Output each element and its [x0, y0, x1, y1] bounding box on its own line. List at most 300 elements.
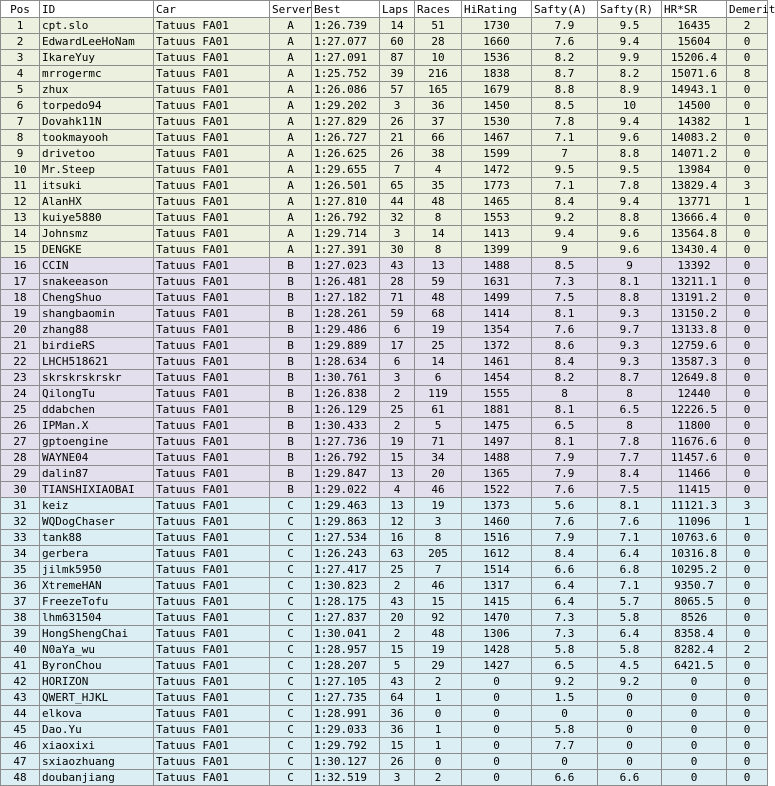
table-row[interactable] [1, 626, 768, 642]
cell-races[interactable]: 71 [415, 434, 462, 450]
cell-pos[interactable]: 48 [1, 770, 40, 786]
cell-demerit[interactable]: 0 [727, 690, 768, 706]
cell-laps[interactable]: 30 [380, 242, 415, 258]
cell-best[interactable]: 1:28.991 [312, 706, 380, 722]
header-best[interactable]: Best [312, 1, 380, 18]
cell-safty-r[interactable]: 7.1 [598, 578, 662, 594]
cell-demerit[interactable]: 0 [727, 418, 768, 434]
cell-hirating[interactable]: 1497 [462, 434, 532, 450]
cell-hr-sr[interactable]: 0 [662, 754, 727, 770]
cell-hirating[interactable]: 1373 [462, 498, 532, 514]
table-row[interactable] [1, 658, 768, 674]
cell-car[interactable]: Tatuus FA01 [154, 658, 270, 674]
table-row[interactable] [1, 226, 768, 242]
cell-safty-r[interactable]: 9.6 [598, 242, 662, 258]
cell-demerit[interactable]: 0 [727, 402, 768, 418]
cell-hirating[interactable]: 1472 [462, 162, 532, 178]
cell-car[interactable]: Tatuus FA01 [154, 418, 270, 434]
cell-safty-r[interactable]: 6.4 [598, 546, 662, 562]
cell-races[interactable]: 48 [415, 290, 462, 306]
cell-races[interactable]: 14 [415, 226, 462, 242]
cell-pos[interactable]: 34 [1, 546, 40, 562]
table-row[interactable] [1, 578, 768, 594]
cell-safty-r[interactable]: 5.8 [598, 642, 662, 658]
table-row[interactable] [1, 354, 768, 370]
cell-hr-sr[interactable]: 0 [662, 722, 727, 738]
cell-best[interactable]: 1:29.792 [312, 738, 380, 754]
cell-server[interactable]: C [270, 594, 312, 610]
cell-hr-sr[interactable]: 8358.4 [662, 626, 727, 642]
cell-car[interactable]: Tatuus FA01 [154, 146, 270, 162]
cell-safty-a[interactable]: 6.5 [532, 658, 598, 674]
cell-demerit[interactable]: 0 [727, 34, 768, 50]
cell-laps[interactable]: 13 [380, 498, 415, 514]
cell-car[interactable]: Tatuus FA01 [154, 738, 270, 754]
cell-demerit[interactable]: 0 [727, 754, 768, 770]
table-row[interactable] [1, 338, 768, 354]
cell-server[interactable]: A [270, 194, 312, 210]
cell-safty-a[interactable]: 7.9 [532, 450, 598, 466]
cell-id[interactable]: EdwardLeeHoNam [40, 34, 154, 50]
cell-laps[interactable]: 43 [380, 674, 415, 690]
cell-demerit[interactable]: 2 [727, 18, 768, 34]
cell-races[interactable]: 19 [415, 498, 462, 514]
cell-laps[interactable]: 12 [380, 514, 415, 530]
cell-races[interactable]: 59 [415, 274, 462, 290]
cell-races[interactable]: 3 [415, 514, 462, 530]
cell-best[interactable]: 1:30.433 [312, 418, 380, 434]
table-row[interactable] [1, 370, 768, 386]
cell-id[interactable]: birdieRS [40, 338, 154, 354]
cell-laps[interactable]: 87 [380, 50, 415, 66]
cell-laps[interactable]: 3 [380, 98, 415, 114]
cell-demerit[interactable]: 0 [727, 210, 768, 226]
cell-best[interactable]: 1:30.127 [312, 754, 380, 770]
cell-laps[interactable]: 43 [380, 258, 415, 274]
cell-hr-sr[interactable]: 16435 [662, 18, 727, 34]
cell-car[interactable]: Tatuus FA01 [154, 434, 270, 450]
cell-safty-a[interactable]: 8.5 [532, 258, 598, 274]
cell-car[interactable]: Tatuus FA01 [154, 402, 270, 418]
cell-server[interactable]: B [270, 290, 312, 306]
cell-pos[interactable]: 43 [1, 690, 40, 706]
cell-best[interactable]: 1:27.077 [312, 34, 380, 50]
cell-demerit[interactable]: 0 [727, 226, 768, 242]
cell-hirating[interactable]: 1413 [462, 226, 532, 242]
table-row[interactable] [1, 98, 768, 114]
cell-hirating[interactable]: 0 [462, 690, 532, 706]
cell-server[interactable]: A [270, 18, 312, 34]
cell-server[interactable]: A [270, 130, 312, 146]
cell-id[interactable]: IPMan.X [40, 418, 154, 434]
cell-laps[interactable]: 26 [380, 754, 415, 770]
cell-races[interactable]: 6 [415, 370, 462, 386]
header-hirating[interactable]: HiRating [462, 1, 532, 18]
cell-hr-sr[interactable]: 13771 [662, 194, 727, 210]
cell-id[interactable]: torpedo94 [40, 98, 154, 114]
cell-server[interactable]: B [270, 370, 312, 386]
cell-server[interactable]: C [270, 498, 312, 514]
cell-server[interactable]: C [270, 770, 312, 786]
cell-hr-sr[interactable]: 12649.8 [662, 370, 727, 386]
cell-car[interactable]: Tatuus FA01 [154, 274, 270, 290]
cell-hirating[interactable]: 1399 [462, 242, 532, 258]
cell-id[interactable]: snakeeason [40, 274, 154, 290]
cell-best[interactable]: 1:26.838 [312, 386, 380, 402]
cell-best[interactable]: 1:32.519 [312, 770, 380, 786]
cell-best[interactable]: 1:28.634 [312, 354, 380, 370]
cell-laps[interactable]: 6 [380, 354, 415, 370]
cell-car[interactable]: Tatuus FA01 [154, 322, 270, 338]
cell-id[interactable]: IkareYuy [40, 50, 154, 66]
cell-id[interactable]: FreezeTofu [40, 594, 154, 610]
cell-hirating[interactable]: 0 [462, 674, 532, 690]
cell-server[interactable]: B [270, 434, 312, 450]
cell-car[interactable]: Tatuus FA01 [154, 210, 270, 226]
cell-car[interactable]: Tatuus FA01 [154, 578, 270, 594]
table-row[interactable] [1, 114, 768, 130]
cell-hr-sr[interactable]: 11121.3 [662, 498, 727, 514]
cell-id[interactable]: kuiye5880 [40, 210, 154, 226]
cell-hirating[interactable]: 0 [462, 738, 532, 754]
cell-id[interactable]: XtremeHAN [40, 578, 154, 594]
cell-safty-r[interactable]: 9.7 [598, 322, 662, 338]
cell-car[interactable]: Tatuus FA01 [154, 674, 270, 690]
cell-laps[interactable]: 3 [380, 226, 415, 242]
cell-safty-a[interactable]: 8.4 [532, 546, 598, 562]
cell-pos[interactable]: 3 [1, 50, 40, 66]
cell-hr-sr[interactable]: 12226.5 [662, 402, 727, 418]
cell-demerit[interactable]: 0 [727, 370, 768, 386]
cell-safty-r[interactable]: 9.6 [598, 226, 662, 242]
cell-best[interactable]: 1:30.041 [312, 626, 380, 642]
cell-demerit[interactable]: 0 [727, 258, 768, 274]
cell-laps[interactable]: 13 [380, 466, 415, 482]
cell-car[interactable]: Tatuus FA01 [154, 642, 270, 658]
cell-safty-a[interactable]: 5.8 [532, 722, 598, 738]
cell-id[interactable]: jilmk5950 [40, 562, 154, 578]
cell-hr-sr[interactable]: 0 [662, 770, 727, 786]
cell-demerit[interactable]: 0 [727, 578, 768, 594]
cell-laps[interactable]: 63 [380, 546, 415, 562]
cell-pos[interactable]: 19 [1, 306, 40, 322]
cell-car[interactable]: Tatuus FA01 [154, 482, 270, 498]
cell-safty-a[interactable]: 6.5 [532, 418, 598, 434]
cell-races[interactable]: 38 [415, 146, 462, 162]
header-laps[interactable]: Laps [380, 1, 415, 18]
cell-pos[interactable]: 28 [1, 450, 40, 466]
cell-id[interactable]: WQDogChaser [40, 514, 154, 530]
cell-hirating[interactable]: 1460 [462, 514, 532, 530]
cell-races[interactable]: 15 [415, 594, 462, 610]
cell-id[interactable]: CCIN [40, 258, 154, 274]
cell-laps[interactable]: 4 [380, 482, 415, 498]
cell-laps[interactable]: 36 [380, 722, 415, 738]
cell-id[interactable]: QilongTu [40, 386, 154, 402]
cell-hr-sr[interactable]: 13587.3 [662, 354, 727, 370]
cell-server[interactable]: B [270, 258, 312, 274]
cell-safty-a[interactable]: 7.1 [532, 130, 598, 146]
cell-safty-r[interactable]: 9.2 [598, 674, 662, 690]
cell-server[interactable]: C [270, 706, 312, 722]
cell-car[interactable]: Tatuus FA01 [154, 514, 270, 530]
cell-races[interactable]: 2 [415, 674, 462, 690]
cell-safty-r[interactable]: 0 [598, 754, 662, 770]
cell-server[interactable]: C [270, 642, 312, 658]
cell-safty-r[interactable]: 7.1 [598, 530, 662, 546]
cell-pos[interactable]: 13 [1, 210, 40, 226]
cell-best[interactable]: 1:26.792 [312, 210, 380, 226]
cell-demerit[interactable]: 0 [727, 466, 768, 482]
cell-pos[interactable]: 8 [1, 130, 40, 146]
cell-races[interactable]: 1 [415, 738, 462, 754]
cell-hr-sr[interactable]: 13430.4 [662, 242, 727, 258]
cell-safty-r[interactable]: 8.8 [598, 146, 662, 162]
table-row[interactable] [1, 770, 768, 786]
cell-hr-sr[interactable]: 10316.8 [662, 546, 727, 562]
cell-demerit[interactable]: 1 [727, 194, 768, 210]
cell-best[interactable]: 1:25.752 [312, 66, 380, 82]
cell-pos[interactable]: 5 [1, 82, 40, 98]
cell-laps[interactable]: 6 [380, 322, 415, 338]
cell-pos[interactable]: 25 [1, 402, 40, 418]
cell-car[interactable]: Tatuus FA01 [154, 690, 270, 706]
cell-best[interactable]: 1:27.534 [312, 530, 380, 546]
cell-id[interactable]: ByronChou [40, 658, 154, 674]
cell-id[interactable]: cpt.slo [40, 18, 154, 34]
table-row[interactable] [1, 386, 768, 402]
cell-pos[interactable]: 18 [1, 290, 40, 306]
cell-hirating[interactable]: 1553 [462, 210, 532, 226]
cell-races[interactable]: 48 [415, 194, 462, 210]
cell-best[interactable]: 1:29.863 [312, 514, 380, 530]
cell-laps[interactable]: 15 [380, 642, 415, 658]
cell-best[interactable]: 1:29.847 [312, 466, 380, 482]
cell-best[interactable]: 1:27.091 [312, 50, 380, 66]
table-row[interactable] [1, 466, 768, 482]
table-row[interactable] [1, 738, 768, 754]
cell-safty-r[interactable]: 10 [598, 98, 662, 114]
cell-id[interactable]: dalin87 [40, 466, 154, 482]
cell-demerit[interactable]: 1 [727, 514, 768, 530]
cell-races[interactable]: 25 [415, 338, 462, 354]
cell-id[interactable]: HORIZON [40, 674, 154, 690]
cell-safty-a[interactable]: 8.8 [532, 82, 598, 98]
cell-laps[interactable]: 2 [380, 418, 415, 434]
cell-car[interactable]: Tatuus FA01 [154, 130, 270, 146]
cell-laps[interactable]: 32 [380, 210, 415, 226]
cell-safty-a[interactable]: 8.1 [532, 306, 598, 322]
table-row[interactable] [1, 706, 768, 722]
cell-hr-sr[interactable]: 0 [662, 738, 727, 754]
cell-server[interactable]: C [270, 738, 312, 754]
cell-pos[interactable]: 22 [1, 354, 40, 370]
cell-id[interactable]: keiz [40, 498, 154, 514]
cell-pos[interactable]: 16 [1, 258, 40, 274]
table-row[interactable] [1, 306, 768, 322]
cell-safty-r[interactable]: 9.3 [598, 354, 662, 370]
cell-safty-a[interactable]: 6.6 [532, 562, 598, 578]
cell-id[interactable]: zhux [40, 82, 154, 98]
cell-best[interactable]: 1:28.261 [312, 306, 380, 322]
cell-races[interactable]: 8 [415, 530, 462, 546]
cell-server[interactable]: C [270, 562, 312, 578]
cell-safty-a[interactable]: 7.6 [532, 322, 598, 338]
cell-safty-a[interactable]: 7.3 [532, 274, 598, 290]
cell-races[interactable]: 14 [415, 354, 462, 370]
cell-hr-sr[interactable]: 14943.1 [662, 82, 727, 98]
cell-server[interactable]: B [270, 274, 312, 290]
header-hr-sr[interactable]: HR*SR [662, 1, 727, 18]
cell-id[interactable]: ChengShuo [40, 290, 154, 306]
cell-car[interactable]: Tatuus FA01 [154, 594, 270, 610]
cell-best[interactable]: 1:29.463 [312, 498, 380, 514]
cell-pos[interactable]: 12 [1, 194, 40, 210]
cell-demerit[interactable]: 0 [727, 482, 768, 498]
cell-hirating[interactable]: 1461 [462, 354, 532, 370]
cell-safty-r[interactable]: 8.9 [598, 82, 662, 98]
cell-best[interactable]: 1:26.481 [312, 274, 380, 290]
cell-pos[interactable]: 1 [1, 18, 40, 34]
cell-demerit[interactable]: 3 [727, 498, 768, 514]
table-row[interactable] [1, 674, 768, 690]
cell-best[interactable]: 1:27.105 [312, 674, 380, 690]
cell-laps[interactable]: 20 [380, 610, 415, 626]
cell-hirating[interactable]: 1631 [462, 274, 532, 290]
cell-demerit[interactable]: 2 [727, 642, 768, 658]
cell-hirating[interactable]: 1467 [462, 130, 532, 146]
cell-server[interactable]: A [270, 210, 312, 226]
header-demerit[interactable]: Demerit [727, 1, 768, 18]
cell-races[interactable]: 8 [415, 242, 462, 258]
cell-races[interactable]: 19 [415, 322, 462, 338]
cell-safty-a[interactable]: 6.6 [532, 770, 598, 786]
cell-server[interactable]: C [270, 674, 312, 690]
cell-car[interactable]: Tatuus FA01 [154, 754, 270, 770]
cell-races[interactable]: 13 [415, 258, 462, 274]
cell-safty-r[interactable]: 8.1 [598, 498, 662, 514]
cell-hirating[interactable]: 1475 [462, 418, 532, 434]
cell-laps[interactable]: 57 [380, 82, 415, 98]
cell-car[interactable]: Tatuus FA01 [154, 546, 270, 562]
table-row[interactable] [1, 290, 768, 306]
cell-car[interactable]: Tatuus FA01 [154, 370, 270, 386]
cell-server[interactable]: B [270, 450, 312, 466]
cell-safty-a[interactable]: 7.1 [532, 178, 598, 194]
cell-safty-r[interactable]: 9 [598, 258, 662, 274]
cell-races[interactable]: 165 [415, 82, 462, 98]
cell-hirating[interactable]: 1488 [462, 258, 532, 274]
cell-pos[interactable]: 47 [1, 754, 40, 770]
cell-safty-a[interactable]: 7.5 [532, 290, 598, 306]
cell-hirating[interactable]: 1773 [462, 178, 532, 194]
cell-safty-r[interactable]: 8.2 [598, 66, 662, 82]
header-safty-r[interactable]: Safty(R) [598, 1, 662, 18]
cell-pos[interactable]: 44 [1, 706, 40, 722]
cell-server[interactable]: C [270, 546, 312, 562]
cell-id[interactable]: zhang88 [40, 322, 154, 338]
cell-car[interactable]: Tatuus FA01 [154, 706, 270, 722]
cell-safty-r[interactable]: 9.3 [598, 338, 662, 354]
cell-hirating[interactable]: 1660 [462, 34, 532, 50]
cell-pos[interactable]: 46 [1, 738, 40, 754]
table-row[interactable] [1, 642, 768, 658]
cell-laps[interactable]: 26 [380, 146, 415, 162]
cell-hirating[interactable]: 1465 [462, 194, 532, 210]
cell-laps[interactable]: 65 [380, 178, 415, 194]
cell-best[interactable]: 1:29.889 [312, 338, 380, 354]
cell-hr-sr[interactable]: 6421.5 [662, 658, 727, 674]
cell-hirating[interactable]: 1679 [462, 82, 532, 98]
cell-hr-sr[interactable]: 10295.2 [662, 562, 727, 578]
cell-pos[interactable]: 6 [1, 98, 40, 114]
cell-demerit[interactable]: 0 [727, 50, 768, 66]
cell-pos[interactable]: 26 [1, 418, 40, 434]
cell-hirating[interactable]: 1427 [462, 658, 532, 674]
cell-best[interactable]: 1:26.739 [312, 18, 380, 34]
cell-hirating[interactable]: 1499 [462, 290, 532, 306]
cell-races[interactable]: 1 [415, 722, 462, 738]
cell-hirating[interactable]: 0 [462, 770, 532, 786]
cell-races[interactable]: 68 [415, 306, 462, 322]
cell-safty-a[interactable]: 5.8 [532, 642, 598, 658]
cell-car[interactable]: Tatuus FA01 [154, 562, 270, 578]
table-row[interactable] [1, 242, 768, 258]
cell-races[interactable]: 37 [415, 114, 462, 130]
cell-safty-a[interactable]: 9.4 [532, 226, 598, 242]
cell-demerit[interactable]: 0 [727, 322, 768, 338]
cell-hirating[interactable]: 0 [462, 754, 532, 770]
table-row[interactable] [1, 594, 768, 610]
cell-hirating[interactable]: 1522 [462, 482, 532, 498]
cell-hirating[interactable]: 0 [462, 722, 532, 738]
cell-hr-sr[interactable]: 12440 [662, 386, 727, 402]
cell-demerit[interactable]: 0 [727, 146, 768, 162]
cell-hirating[interactable]: 1428 [462, 642, 532, 658]
cell-safty-a[interactable]: 9.2 [532, 674, 598, 690]
cell-safty-a[interactable]: 8.4 [532, 194, 598, 210]
table-row[interactable] [1, 34, 768, 50]
cell-races[interactable]: 216 [415, 66, 462, 82]
cell-safty-r[interactable]: 8.4 [598, 466, 662, 482]
cell-hirating[interactable]: 1354 [462, 322, 532, 338]
cell-safty-a[interactable]: 8.4 [532, 354, 598, 370]
cell-laps[interactable]: 59 [380, 306, 415, 322]
header-id[interactable]: ID [40, 1, 154, 18]
cell-hirating[interactable]: 1365 [462, 466, 532, 482]
cell-pos[interactable]: 32 [1, 514, 40, 530]
cell-hirating[interactable]: 1415 [462, 594, 532, 610]
table-row[interactable] [1, 722, 768, 738]
cell-id[interactable]: tank88 [40, 530, 154, 546]
table-row[interactable] [1, 546, 768, 562]
cell-hr-sr[interactable]: 0 [662, 690, 727, 706]
cell-demerit[interactable]: 0 [727, 242, 768, 258]
cell-best[interactable]: 1:26.129 [312, 402, 380, 418]
header-races[interactable]: Races [415, 1, 462, 18]
cell-hirating[interactable]: 1536 [462, 50, 532, 66]
cell-races[interactable]: 205 [415, 546, 462, 562]
cell-hr-sr[interactable]: 12759.6 [662, 338, 727, 354]
cell-best[interactable]: 1:29.714 [312, 226, 380, 242]
cell-laps[interactable]: 64 [380, 690, 415, 706]
cell-hr-sr[interactable]: 0 [662, 674, 727, 690]
cell-safty-r[interactable]: 0 [598, 690, 662, 706]
cell-id[interactable]: HongShengChai [40, 626, 154, 642]
cell-hr-sr[interactable]: 11096 [662, 514, 727, 530]
cell-server[interactable]: A [270, 34, 312, 50]
cell-laps[interactable]: 28 [380, 274, 415, 290]
